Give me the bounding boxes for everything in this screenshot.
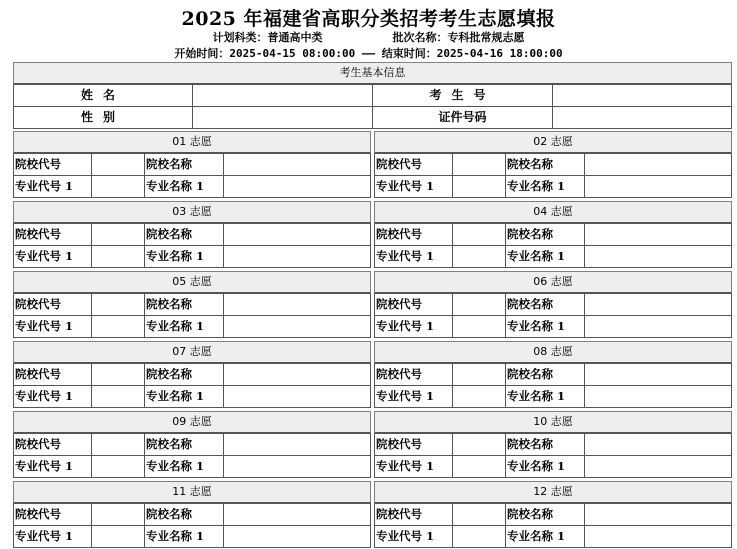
school-name-field[interactable] bbox=[224, 294, 371, 316]
school-name-field[interactable] bbox=[224, 224, 371, 246]
school-code-field[interactable] bbox=[92, 224, 145, 246]
major-code-field[interactable] bbox=[453, 526, 506, 548]
choice-header: 12 志愿 bbox=[374, 481, 732, 504]
major-name-label: 专业名称 1 bbox=[506, 456, 585, 478]
choice-school-row bbox=[13, 434, 371, 456]
choice-major-row bbox=[374, 456, 732, 478]
choice-card bbox=[374, 201, 732, 269]
major-code-label: 专业代号 1 bbox=[374, 176, 453, 198]
major-name-label: 专业名称 1 bbox=[145, 526, 224, 548]
school-name-label: 院校名称 bbox=[145, 224, 224, 246]
choice-header: 03 志愿 bbox=[13, 201, 371, 224]
exam-no-label: 考生号 bbox=[373, 85, 553, 107]
school-name-label: 院校名称 bbox=[506, 504, 585, 526]
school-name-field[interactable] bbox=[585, 434, 732, 456]
school-code-field[interactable] bbox=[453, 154, 506, 176]
choice-major-row bbox=[374, 526, 732, 548]
school-name-field[interactable] bbox=[585, 154, 732, 176]
school-name-field[interactable] bbox=[585, 294, 732, 316]
dash: —— bbox=[361, 47, 376, 60]
start-label: 开始时间： bbox=[174, 47, 230, 60]
choice-card bbox=[374, 271, 732, 339]
school-code-field[interactable] bbox=[92, 364, 145, 386]
school-name-field[interactable] bbox=[585, 504, 732, 526]
major-code-field[interactable] bbox=[92, 526, 145, 548]
major-name-field[interactable] bbox=[585, 456, 732, 478]
choice-row bbox=[13, 201, 732, 269]
school-code-label: 院校代号 bbox=[13, 504, 92, 526]
gender-label: 性别 bbox=[13, 107, 193, 129]
choice-major-row bbox=[13, 526, 371, 548]
choice-header: 06 志愿 bbox=[374, 271, 732, 294]
major-code-label: 专业代号 1 bbox=[13, 316, 92, 338]
major-name-field[interactable] bbox=[224, 526, 371, 548]
school-code-label: 院校代号 bbox=[13, 224, 92, 246]
choice-header: 01 志愿 bbox=[13, 131, 371, 154]
choice-card bbox=[13, 131, 371, 199]
choice-major-row bbox=[13, 176, 371, 198]
choice-school-row bbox=[13, 294, 371, 316]
school-code-field[interactable] bbox=[453, 504, 506, 526]
major-code-field[interactable] bbox=[453, 176, 506, 198]
choice-header: 11 志愿 bbox=[13, 481, 371, 504]
school-name-field[interactable] bbox=[224, 434, 371, 456]
name-label: 姓名 bbox=[13, 85, 193, 107]
school-code-label: 院校代号 bbox=[13, 434, 92, 456]
major-code-field[interactable] bbox=[453, 386, 506, 408]
major-code-label: 专业代号 1 bbox=[374, 246, 453, 268]
choice-card bbox=[374, 481, 732, 549]
major-code-field[interactable] bbox=[453, 246, 506, 268]
school-name-field[interactable] bbox=[224, 154, 371, 176]
choice-row bbox=[13, 481, 732, 549]
major-name-label: 专业名称 1 bbox=[506, 246, 585, 268]
id-label: 证件号码 bbox=[373, 107, 553, 129]
basic-info-section bbox=[13, 62, 732, 129]
major-name-field[interactable] bbox=[224, 316, 371, 338]
choice-school-row bbox=[374, 294, 732, 316]
choice-major-row bbox=[374, 246, 732, 268]
choice-school-row bbox=[13, 224, 371, 246]
choice-major-row bbox=[374, 386, 732, 408]
id-field[interactable] bbox=[553, 107, 732, 129]
major-code-label: 专业代号 1 bbox=[374, 526, 453, 548]
major-code-label: 专业代号 1 bbox=[13, 526, 92, 548]
major-name-label: 专业名称 1 bbox=[506, 526, 585, 548]
school-name-label: 院校名称 bbox=[145, 294, 224, 316]
major-name-field[interactable] bbox=[585, 386, 732, 408]
school-code-label: 院校代号 bbox=[374, 364, 453, 386]
choice-card bbox=[13, 341, 371, 409]
school-code-label: 院校代号 bbox=[374, 434, 453, 456]
choice-header: 07 志愿 bbox=[13, 341, 371, 364]
choice-major-row bbox=[374, 316, 732, 338]
major-name-field[interactable] bbox=[224, 246, 371, 268]
major-code-field[interactable] bbox=[453, 456, 506, 478]
choice-header: 04 志愿 bbox=[374, 201, 732, 224]
school-code-field[interactable] bbox=[453, 434, 506, 456]
major-code-field[interactable] bbox=[92, 176, 145, 198]
school-code-label: 院校代号 bbox=[374, 154, 453, 176]
school-code-label: 院校代号 bbox=[13, 294, 92, 316]
time-line bbox=[0, 45, 737, 61]
school-code-field[interactable] bbox=[92, 434, 145, 456]
school-code-label: 院校代号 bbox=[374, 504, 453, 526]
school-code-field[interactable] bbox=[92, 294, 145, 316]
school-name-label: 院校名称 bbox=[145, 154, 224, 176]
end-label: 结束时间： bbox=[381, 47, 437, 60]
choice-school-row bbox=[13, 154, 371, 176]
choice-major-row bbox=[13, 246, 371, 268]
major-code-label: 专业代号 1 bbox=[374, 316, 453, 338]
choice-school-row bbox=[374, 364, 732, 386]
choice-card bbox=[13, 271, 371, 339]
batch-label: 批次名称： bbox=[392, 31, 448, 44]
batch-value: 专科批常规志愿 bbox=[447, 31, 525, 44]
gender-field[interactable] bbox=[193, 107, 373, 129]
major-name-label: 专业名称 1 bbox=[145, 316, 224, 338]
major-code-field[interactable] bbox=[92, 316, 145, 338]
school-code-label: 院校代号 bbox=[13, 154, 92, 176]
choice-school-row bbox=[374, 504, 732, 526]
major-code-label: 专业代号 1 bbox=[13, 246, 92, 268]
school-name-label: 院校名称 bbox=[506, 154, 585, 176]
major-name-label: 专业名称 1 bbox=[145, 456, 224, 478]
major-name-label: 专业名称 1 bbox=[145, 176, 224, 198]
major-name-field[interactable] bbox=[585, 316, 732, 338]
choice-major-row bbox=[13, 316, 371, 338]
plan-batch-line bbox=[0, 29, 737, 45]
basic-info-header: 考生基本信息 bbox=[13, 62, 732, 85]
choice-school-row bbox=[374, 224, 732, 246]
choice-school-row bbox=[374, 434, 732, 456]
major-code-field[interactable] bbox=[92, 386, 145, 408]
major-name-field[interactable] bbox=[585, 246, 732, 268]
major-code-field[interactable] bbox=[92, 246, 145, 268]
choice-header: 09 志愿 bbox=[13, 411, 371, 434]
school-name-field[interactable] bbox=[585, 364, 732, 386]
choice-school-row bbox=[13, 364, 371, 386]
major-name-field[interactable] bbox=[224, 176, 371, 198]
choice-card bbox=[374, 131, 732, 199]
choice-card bbox=[13, 201, 371, 269]
school-code-label: 院校代号 bbox=[13, 364, 92, 386]
choice-major-row bbox=[13, 386, 371, 408]
exam-no-field[interactable] bbox=[553, 85, 732, 107]
choice-school-row bbox=[13, 504, 371, 526]
start-value: 2025-04-15 08:00:00 bbox=[229, 47, 356, 60]
choice-header: 05 志愿 bbox=[13, 271, 371, 294]
school-name-field[interactable] bbox=[585, 224, 732, 246]
major-name-field[interactable] bbox=[585, 176, 732, 198]
choice-header: 10 志愿 bbox=[374, 411, 732, 434]
major-name-label: 专业名称 1 bbox=[506, 316, 585, 338]
choice-card bbox=[13, 411, 371, 479]
major-name-label: 专业名称 1 bbox=[145, 246, 224, 268]
choice-card bbox=[13, 481, 371, 549]
choice-card bbox=[374, 341, 732, 409]
choice-major-row bbox=[13, 456, 371, 478]
plan-value: 普通高中类 bbox=[267, 31, 323, 44]
end-value: 2025-04-16 18:00:00 bbox=[436, 47, 563, 60]
school-name-field[interactable] bbox=[224, 504, 371, 526]
school-code-field[interactable] bbox=[453, 294, 506, 316]
major-name-field[interactable] bbox=[585, 526, 732, 548]
choice-major-row bbox=[374, 176, 732, 198]
major-name-label: 专业名称 1 bbox=[506, 386, 585, 408]
major-name-field[interactable] bbox=[224, 456, 371, 478]
plan-label: 计划科类： bbox=[212, 31, 268, 44]
major-code-label: 专业代号 1 bbox=[374, 386, 453, 408]
school-name-label: 院校名称 bbox=[145, 504, 224, 526]
school-name-label: 院校名称 bbox=[145, 364, 224, 386]
major-code-label: 专业代号 1 bbox=[13, 456, 92, 478]
school-code-field[interactable] bbox=[92, 154, 145, 176]
choice-row bbox=[13, 341, 732, 409]
school-name-field[interactable] bbox=[224, 364, 371, 386]
page-title: 2025 年福建省高职分类招考考生志愿填报 bbox=[181, 8, 556, 30]
major-name-field[interactable] bbox=[224, 386, 371, 408]
choice-row bbox=[13, 131, 732, 199]
choice-row bbox=[13, 271, 732, 339]
major-name-label: 专业名称 1 bbox=[145, 386, 224, 408]
name-field[interactable] bbox=[193, 85, 373, 107]
major-code-field[interactable] bbox=[92, 456, 145, 478]
school-name-label: 院校名称 bbox=[506, 364, 585, 386]
school-code-label: 院校代号 bbox=[374, 224, 453, 246]
major-code-label: 专业代号 1 bbox=[13, 386, 92, 408]
school-name-label: 院校名称 bbox=[145, 434, 224, 456]
choice-card bbox=[374, 411, 732, 479]
major-code-label: 专业代号 1 bbox=[13, 176, 92, 198]
school-code-field[interactable] bbox=[453, 364, 506, 386]
major-name-label: 专业名称 1 bbox=[506, 176, 585, 198]
choice-row bbox=[13, 411, 732, 479]
school-code-field[interactable] bbox=[453, 224, 506, 246]
basic-info-row-2 bbox=[13, 107, 732, 129]
basic-info-row-1 bbox=[13, 85, 732, 107]
school-name-label: 院校名称 bbox=[506, 434, 585, 456]
choice-header: 08 志愿 bbox=[374, 341, 732, 364]
school-name-label: 院校名称 bbox=[506, 224, 585, 246]
school-code-label: 院校代号 bbox=[374, 294, 453, 316]
school-name-label: 院校名称 bbox=[506, 294, 585, 316]
major-code-label: 专业代号 1 bbox=[374, 456, 453, 478]
choice-school-row bbox=[374, 154, 732, 176]
choice-header: 02 志愿 bbox=[374, 131, 732, 154]
major-code-field[interactable] bbox=[453, 316, 506, 338]
school-code-field[interactable] bbox=[92, 504, 145, 526]
